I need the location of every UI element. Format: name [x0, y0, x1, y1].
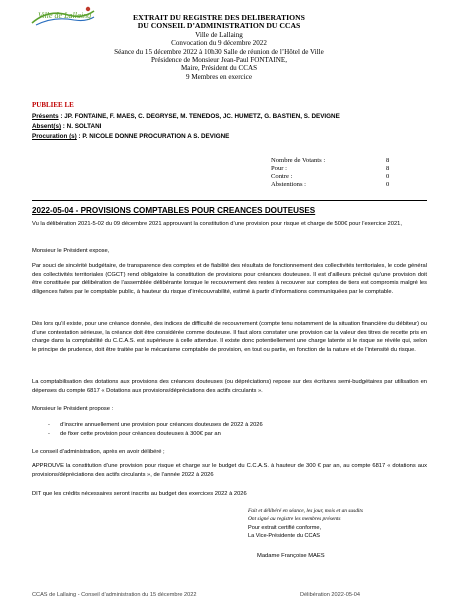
paragraph-approuve: APPROUVE la constitution d’une provision pour risque et charge sur le budget du C.C.A.S. à hauteur de 300 € par an, au compte 6817 « dotations aux provisions/dépréciations des actifs circulants », de l’année 2022 à 2026 — [32, 463, 427, 478]
signature-formula-line2: Ont signé au registre les membres présents — [248, 515, 341, 522]
town-logo — [28, 3, 98, 31]
section-divider — [32, 200, 427, 201]
header-title-line2: DU CONSEIL D’ADMINISTRATION DU CCAS — [137, 21, 301, 31]
absents-line — [32, 122, 432, 132]
vote-tally — [271, 157, 396, 189]
absents-label: Absent(s) — [32, 123, 62, 131]
signatory-name: Madame Françoise MAES — [257, 553, 325, 559]
paragraph-expose: Monsieur le Président expose, — [32, 248, 110, 254]
presents-label: Présents — [32, 113, 59, 120]
list-item: - d’inscrire annuellement une provision pour créances douteuses de 2022 à 2026 — [48, 422, 263, 428]
footer-left: CCAS de Lallaing - Conseil d’administration du 15 décembre 2022 — [32, 592, 197, 598]
paragraph-sincerite: Par souci de sincérité budgétaire, de transparence des comptes et de fiabilité des résultats de fonctionnement des collectivités territoriales, le code général des collectivités territoriales (CGCT) rend obligatoire la constitution de provisions pour créances douteuses. Il est d’ailleurs précisé qu’une provision doit être constituée par délibération de l’assemblée délibérante lorsque le recouvrement des restes à recouvrer sur comptes de tiers est compromis malgré les diligences faites par le comptable public, à hauteur du risque d’irrécouvrabilité, estimé à partir d’informations communiquées par le comptable. — [32, 263, 427, 295]
absents-value: : N. SOLTANI — [61, 123, 102, 131]
vote-value: 0 — [386, 181, 390, 189]
list-item-text: d’inscrire annuellement une provision pour créances douteuses de 2022 à 2026 — [60, 422, 263, 428]
vote-value: 0 — [386, 173, 390, 181]
vote-label: Contre : — [271, 173, 293, 181]
vote-row — [271, 165, 396, 173]
vote-row — [271, 181, 396, 189]
document-header — [96, 14, 342, 81]
procuration-line — [32, 132, 432, 142]
vote-label: Nombre de Votants : — [271, 157, 326, 164]
header-convocation: Convocation du 9 décembre 2022 — [171, 39, 267, 48]
paragraph-dit: DIT que les crédits nécessaires seront inscrits au budget des exercices 2022 à 2026 — [32, 491, 247, 497]
paragraph-delibere: Le conseil d’administration, après en avoir délibéré ; — [32, 449, 165, 455]
header-members-count: 9 Membres en exercice — [186, 72, 252, 81]
proposal-list — [48, 421, 263, 439]
signature-formula — [248, 508, 438, 524]
paragraph-vu: Vu la délibération 2021-5-02 du 09 décembre 2021 approuvant la constitution d’une provision pour risque et charge de 500€ pour l’exercice 2021, — [32, 221, 402, 227]
signatory-role: La Vice-Présidente du CCAS — [248, 533, 321, 540]
attendance-block — [32, 112, 432, 143]
vote-row — [271, 173, 396, 181]
published-label: PUBLIEE LE — [32, 101, 74, 109]
footer-right: Délibération 2022-05-04 — [300, 592, 361, 598]
header-town: Ville de Lallaing — [195, 30, 243, 39]
certification-line: Pour extrait certifié conforme, — [248, 525, 322, 531]
signature-formula-line1: Fait et délibéré en séance, les jour, mois et an susdits — [248, 508, 363, 514]
header-session: Séance du 15 décembre 2022 à 10h30 Salle de réunion de l’Hôtel de Ville — [114, 47, 324, 56]
header-title-line1: EXTRAIT DU REGISTRE DES DELIBERATIONS — [133, 13, 305, 22]
vote-value: 8 — [386, 165, 390, 173]
vote-value: 8 — [386, 157, 390, 164]
list-item: - de fixer cette provision pour créances douteuses à 300€ par an — [48, 431, 221, 437]
deliberation-title: 2022-05-04 - PROVISIONS COMPTABLES POUR CREANCES DOUTEUSES — [32, 206, 316, 215]
certification-block — [248, 524, 438, 540]
presents-line — [32, 112, 432, 122]
vote-label: Abstentions : — [271, 181, 306, 189]
presents-value: : JP. FONTAINE, F. MAES, C. DEGRYSE, M. TENEDOS, JC. HUMETZ, G. BASTIEN, S. DEVIGNE — [58, 113, 340, 120]
header-presidency: Présidence de Monsieur Jean-Paul FONTAINE, — [151, 56, 287, 65]
town-logo-graphic — [28, 3, 98, 31]
paragraph-creance-douteuse: Dès lors qu’il existe, pour une créance donnée, des indices de difficulté de recouvrement (compte tenu notamment de la situation financière du débiteur) ou d’une contestation sérieuse, la créance doit être considérée comme douteuse. Il faut alors constater une provision car la valeur des titres de recette pris en charge dans la comptabilité du C.C.A.S. est supérieure à celle attendue. Il existe donc potentiellement une charge latente si le risque se révèle qui, selon le principe de prudence, doit être traitée par le mécanisme comptable de provision, en tout ou partie, en fonction de la nature et de l’intensité du risque. — [32, 321, 427, 353]
paragraph-propose: Monsieur le Président propose : — [32, 406, 114, 412]
header-president-title: Maire, Président du CCAS — [180, 64, 258, 73]
paragraph-comptabilisation: La comptabilisation des dotations aux provisions des créances douteuses (ou dépréciations) repose sur des écritures semi-budgétaires par utilisation en dépenses du compte 6817 « Dotations aux provisions/dépréciations des actifs circulants ». — [32, 379, 427, 394]
vote-row — [271, 157, 396, 165]
list-item-text: de fixer cette provision pour créances douteuses à 300€ par an — [60, 431, 221, 437]
svg-text:Ville de Lallaing: Ville de Lallaing — [38, 11, 92, 20]
procuration-value: : P. NICOLE DONNE PROCURATION A S. DEVIGNE — [76, 133, 230, 141]
procuration-label: Procuration (s) — [32, 133, 77, 141]
vote-label: Pour : — [271, 165, 287, 173]
